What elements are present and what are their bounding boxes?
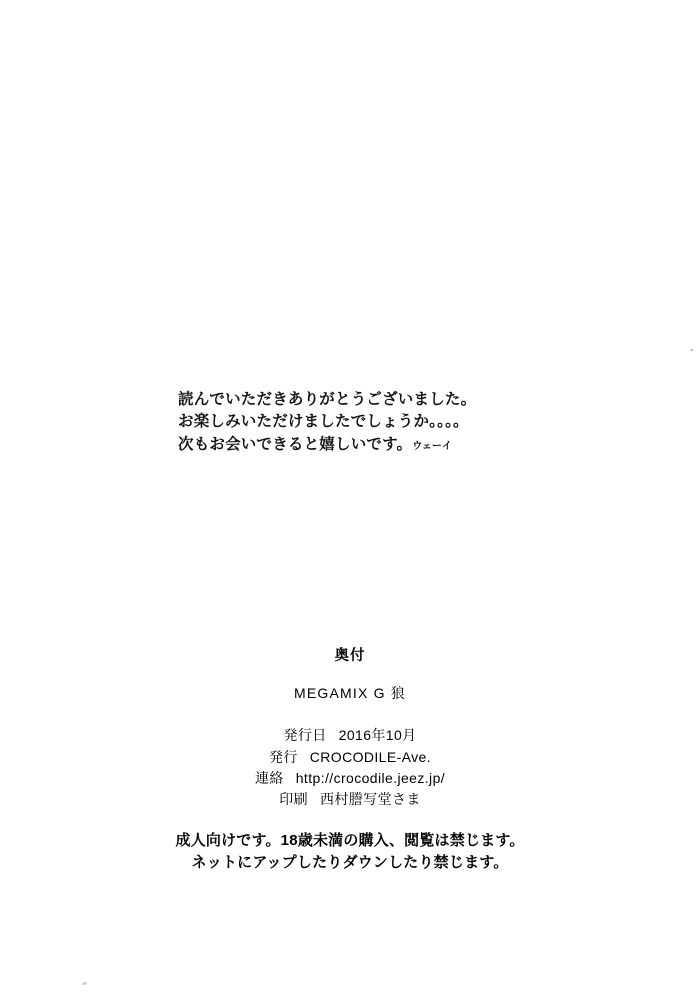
colophon-detail-label: 連絡 xyxy=(254,769,284,786)
colophon-detail-row xyxy=(0,725,700,746)
age-notice-block xyxy=(0,830,700,874)
colophon-title: MEGAMIX G 狼 xyxy=(294,685,406,702)
afterword-line-1: 読んでいただきありがとうございました。 xyxy=(178,391,477,408)
colophon-detail-label: 発行日 xyxy=(283,727,327,744)
age-notice-line-1: 成人向けです。18歳未満の購入、閲覧は禁じます。 xyxy=(175,832,525,850)
colophon-heading: 奥付 xyxy=(334,648,366,664)
afterword-trailing-small-text: ウェーイ xyxy=(412,440,452,452)
colophon-detail-value: http://crocodile.jeez.jp/ xyxy=(295,769,446,786)
afterword-block xyxy=(178,389,598,456)
colophon-detail-row xyxy=(0,789,700,810)
colophon-details xyxy=(0,725,700,810)
colophon-detail-label: 発行 xyxy=(268,748,298,765)
colophon-detail-value: CROCODILE-Ave. xyxy=(309,748,432,765)
colophon-detail-row xyxy=(0,747,700,768)
colophon-detail-row xyxy=(0,768,700,789)
colophon-block xyxy=(0,648,700,874)
colophon-detail-value: 2016年10月 xyxy=(338,727,417,744)
scan-speck-right xyxy=(690,349,693,351)
colophon-detail-label: 印刷 xyxy=(279,791,308,808)
afterword-line-3 xyxy=(178,434,598,456)
afterword-line-2: お楽しみいただけましたでしょうか。。。。 xyxy=(178,413,469,431)
scan-speck-bottom-left xyxy=(82,981,88,986)
age-notice-line-2: ネットにアップしたりダウンしたり禁じます。 xyxy=(191,854,509,872)
afterword-line-3-text: 次もお会いできると嬉しいです。 xyxy=(178,435,413,453)
colophon-detail-value: 西村謄写堂さま xyxy=(320,791,421,808)
